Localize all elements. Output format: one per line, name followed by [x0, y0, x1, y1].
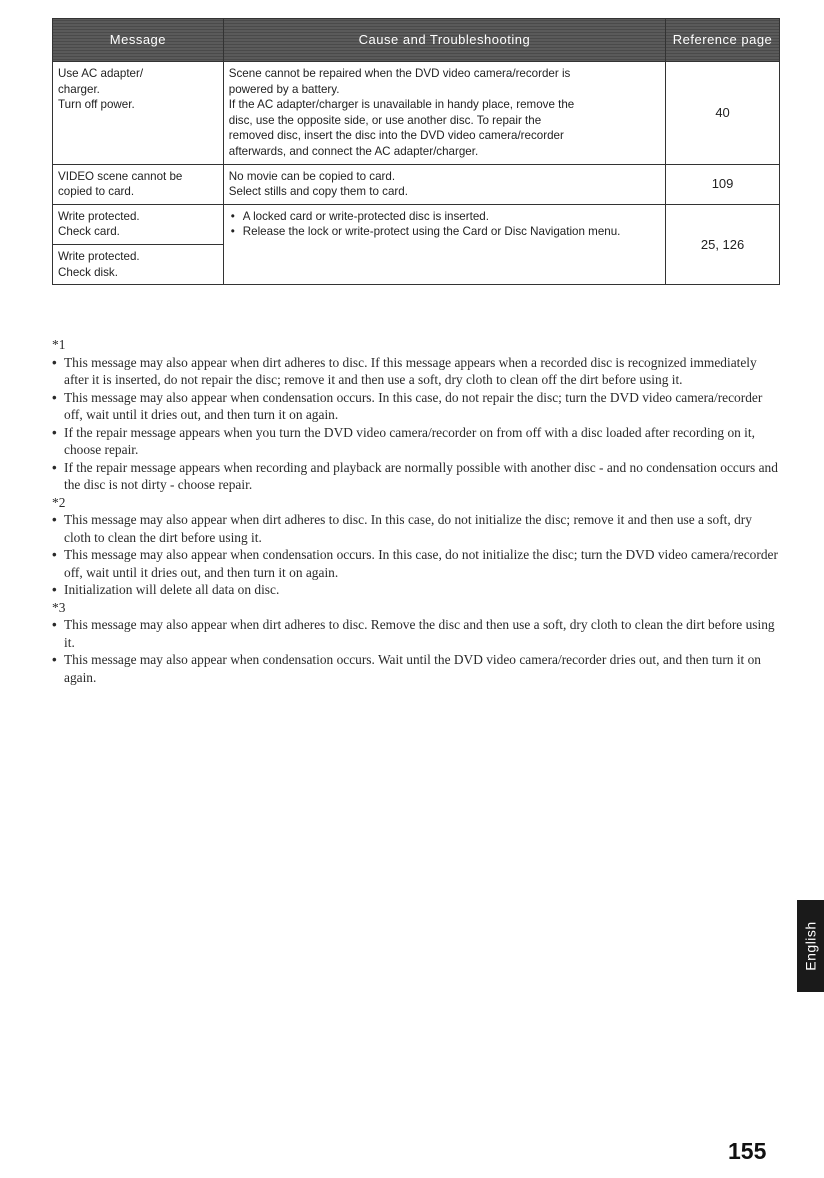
list-item: • This message may also appear when dirt adheres to disc. In this case, do not initialize the disc; remove it and then use a soft, dry cloth to clean the dirt before using it.	[52, 511, 780, 546]
table-row	[53, 164, 780, 204]
message-line: copied to card.	[58, 185, 135, 199]
note-list	[52, 511, 780, 599]
header-reference: Reference page	[666, 19, 780, 62]
list-item: • This message may also appear when condensation occurs. In this case, do not initialize the disc; turn the DVD video camera/recorder off, wait until it dries out, and then turn it on again.	[52, 546, 780, 581]
header-message: Message	[53, 19, 224, 62]
message-cell	[53, 62, 224, 165]
list-item: • This message may also appear when dirt adheres to disc. Remove the disc and then use a soft, dry cloth to clean the dirt before using it.	[52, 616, 780, 651]
list-item: • Release the lock or write-protect using the Card or Disc Navigation menu.	[229, 224, 660, 240]
note-mark: *3	[52, 599, 66, 615]
message-cell	[53, 204, 224, 284]
cause-cell	[223, 62, 665, 165]
list-item: • This message may also appear when condensation occurs. Wait until the DVD video camera/recorder dries out, and then turn it on again.	[52, 651, 780, 686]
note-group	[52, 494, 780, 599]
language-tab-label: English	[802, 921, 819, 971]
table-row	[53, 204, 780, 284]
cause-line: Scene cannot be repaired when the DVD video camera/recorder is	[228, 67, 571, 80]
list-item: • If the repair message appears when recording and playback are normally possible with another disc - and no condensation occurs and the disc is not dirty - choose repair.	[52, 459, 780, 494]
note-mark: *1	[52, 337, 66, 352]
cause-bullets	[229, 209, 660, 240]
cause-line: removed disc, insert the disc into the DVD video camera/recorder	[228, 129, 564, 143]
note-group	[52, 336, 780, 494]
message-disk	[53, 244, 223, 284]
message-line: Check disk.	[58, 265, 118, 279]
page-number: 155	[728, 1138, 767, 1164]
list-item: • If the repair message appears when you turn the DVD video camera/recorder on from off with a disc loaded after recording on it, choose repair.	[52, 424, 780, 459]
table-row	[53, 62, 780, 165]
cause-line: No movie can be copied to card.	[228, 169, 396, 183]
message-card	[53, 205, 223, 244]
message-line: Check card.	[58, 225, 120, 239]
message-line: Turn off power.	[58, 98, 135, 112]
list-item: • This message may also appear when condensation occurs. In this case, do not repair the disc; turn the DVD video camera/recorder off, wait until it dries out, and then turn it on again.	[52, 389, 780, 424]
cause-line: afterwards, and connect the AC adapter/charger.	[228, 144, 479, 158]
cause-line: powered by a battery.	[228, 82, 340, 96]
reference-cell: 40	[666, 62, 780, 165]
message-cell	[53, 164, 224, 204]
note-mark: *2	[52, 494, 66, 510]
message-line: Write protected.	[58, 249, 140, 263]
note-list	[52, 354, 780, 494]
table-header-row	[53, 19, 780, 62]
cause-cell	[223, 164, 665, 204]
message-line: Use AC adapter/	[58, 67, 144, 80]
cause-cell	[223, 204, 665, 284]
message-line: charger.	[58, 82, 100, 96]
cause-line: disc, use the opposite side, or use another disc. To repair the	[228, 113, 542, 127]
note-group	[52, 599, 780, 687]
reference-cell: 109	[666, 164, 780, 204]
list-item: • This message may also appear when dirt adheres to disc. If this message appears when a recorded disc is recognized immediately after it is inserted, do not repair the disc; remove it and then use a soft, dry cloth to clean off the dirt before using it.	[52, 354, 780, 389]
message-line: VIDEO scene cannot be	[58, 169, 183, 183]
header-cause: Cause and Troubleshooting	[223, 19, 665, 62]
list-item: • Initialization will delete all data on disc.	[52, 581, 780, 599]
note-list	[52, 616, 780, 686]
message-line: Write protected.	[58, 209, 140, 223]
troubleshooting-table	[52, 18, 780, 285]
language-tab	[797, 900, 824, 992]
cause-line: If the AC adapter/charger is unavailable in handy place, remove the	[228, 98, 575, 112]
reference-cell: 25, 126	[666, 204, 780, 284]
list-item: • A locked card or write-protected disc is inserted.	[229, 209, 660, 225]
footnotes	[52, 336, 780, 686]
cause-line: Select stills and copy them to card.	[228, 185, 408, 199]
